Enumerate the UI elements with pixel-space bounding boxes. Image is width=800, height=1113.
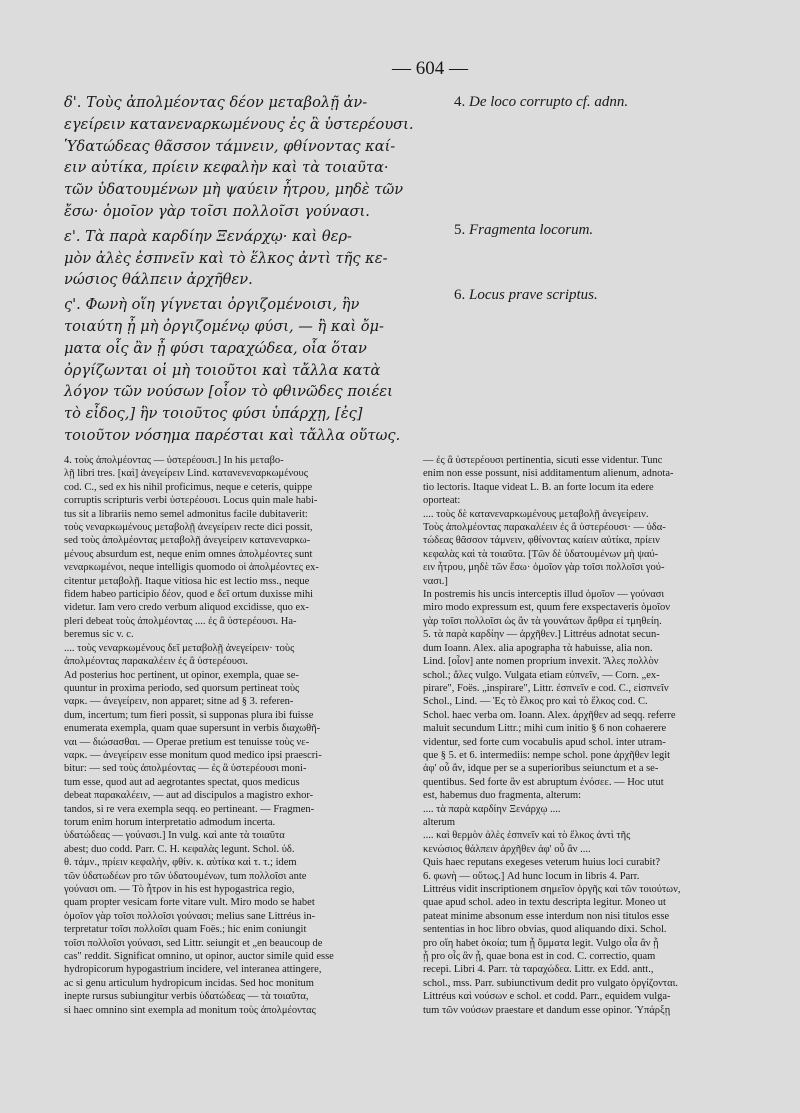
note-right-paragraph [423, 588, 748, 628]
note-left-line: terpretatur τοῖσι πολλοῖσι quam Foës.; hic enim coniungit [64, 924, 307, 936]
note-right-line: 6. φωνὴ — οὕτως.] Ad hunc locum in libris 4. Parr. [423, 870, 640, 882]
greek-line: τοιαύτη ᾖ μὴ ὀργιζομένῳ φύσι, — ἢ καὶ ὄμ- [64, 317, 384, 335]
note-right-line: Littréus καὶ νούσων e schol. et codd. Parr., equidem vulga- [423, 991, 671, 1003]
note-right-paragraph [423, 816, 748, 829]
note-left-paragraph [64, 669, 409, 830]
note-left-line: ναρκ. — ἀνεγείρειν esse monitum quod medico ipsi praescri- [64, 749, 322, 761]
note-left-line: corruptis scripturis verbi ὑστερέουσι. Locus quin male habi- [64, 495, 318, 507]
note-left-line: τοὺς νεναρκωμένους μεταβολῇ ἀνεγείρειν recte dici possit, [64, 522, 313, 534]
note-right-line: — ἐς ἃ ὑστερέουσι pertinentia, sicuti esse videntur. Tunc [423, 455, 663, 466]
heading-6: 6. Locus prave scriptus. [454, 287, 598, 303]
note-left-line: cod. C., sed ex his nihil proficimus, neque e ceteris, quippe [64, 481, 313, 493]
note-right-line: quae apud schol. adeo in textu descripta legitur. Moneo ut [423, 897, 666, 909]
note-left-line: Ad posterius hoc pertinent, ut opinor, exempla, quae se- [64, 669, 299, 681]
note-left-line: τοῖσι πολλοῖσι γούνασι, sed Littr. seiungit et „en beaucoup de [64, 937, 323, 949]
page-number: — 604 — [392, 58, 468, 79]
note-left-line: ὁμοῖον γὰρ τοῖσι πολλοῖσι γούνασι; melius sane Littréus in- [64, 910, 316, 922]
note-right-line: .... τοὺς δὲ κατανεναρκωμένους μεταβολῇ ἀνεγείρειν. [423, 508, 649, 520]
note-left-line: ac si genu articulum hydropicum incidas. Sed hoc monitum [64, 977, 314, 989]
note-right-line: quentibus. Sed forte ἂν est abruptum ἐνόσεε. — Hoc utut [423, 776, 664, 788]
note-left-line: tandos, si re vera exempla seqq. eo pertineant. — Fragmen- [64, 803, 315, 815]
note-right-line: Schol., Lind. — Ἐς τὸ ἕλκος pro καὶ τὸ ἕλκος cod. C. [423, 696, 648, 708]
greek-line: ὀργίζωνται οἱ μὴ τοιοῦτοι καὶ τἄλλα κατὰ [64, 361, 381, 379]
note-left-line: 4. τοὺς ἀπολμέοντας — ὑστερέουσι.] In his μεταβο- [64, 455, 284, 466]
greek-line: ε'. Τὰ παρὰ καρδίην Ξενάρχῳ· καὶ θερ- [64, 227, 352, 245]
greek-line: εγείρειν κατανεναρκωμένους ἐς ἃ ὑστερέουσι. [64, 115, 414, 133]
note-right-line: ᾗ pro οἷς ἂν ᾖ, quae bona est in cod. C. correctio, quam [423, 951, 656, 963]
note-left-line: γούνασι om. — Τὸ ἦτρον in his est hypogastrica regio, [64, 884, 295, 895]
greek-line: λόγον τῶν νούσων [οἷον τὸ φθινῶδες ποιέει [64, 383, 393, 401]
note-right-line: ἀφ' οὗ ἂν, idque per se a superioribus seiunctum et a se- [423, 763, 659, 775]
greek-line: τὸ εἶδος,] ἣν τοιοῦτος φύσι ὑπάρχῃ, [ἐς] [64, 405, 363, 423]
note-right-line: schol., mss. Parr. subiunctivum dedit pro vulgato ὀργίζονται. [423, 977, 679, 989]
note-left-line: debeat παρακαλέειν, — aut ad discipulos a magistro exhor- [64, 790, 314, 802]
note-right-line: alterum [423, 816, 456, 828]
note-right-line: κεφαλὰς καὶ τὰ τοιαῦτα. [Τῶν δὲ ὑδατουμένων μὴ ψαύ- [423, 548, 659, 560]
greek-line: δ'. Τοὺς ἀπολμέοντας δέον μεταβολῇ ἀν- [64, 94, 368, 111]
greek-line: ματα οἷς ἂν ᾖ φύσι ταραχώδεα, οἷα ὅταν [64, 339, 367, 357]
greek-line: ς'. Φωνὴ οἵη γίγνεται ὀργιζομένοισι, ἣν [64, 296, 360, 314]
note-right-line: ειν ἦτρου, μηδὲ τῶν ἔσω· ὁμοῖον γὰρ τοῖσι πολλοῖσι γού- [423, 562, 665, 574]
note-right-paragraph [423, 829, 748, 856]
heading-4: 4. De loco corrupto cf. adnn. [454, 94, 629, 110]
note-right-line: tio lectoris. Itaque videat L. B. an forte locum ita edere [423, 481, 654, 493]
note-right-paragraph [423, 454, 748, 508]
note-right-line: .... τὰ παρὰ καρδίην Ξενάρχῳ .... [423, 803, 561, 815]
greek-text-column [64, 92, 434, 450]
greek-line: ειν αὐτίκα, πρίειν κεφαλὴν καὶ τὰ τοιαῦτα· [64, 159, 389, 177]
note-left-line: τῶν ὑδατωδέων pro τῶν ὑδατουμένων, tum πολλοῖσι ante [64, 870, 307, 882]
note-left-line: fidem habeo participio δέον, quod e δεῖ ortum duxisse mihi [64, 589, 314, 601]
greek-line: Ὑδατώδεας θᾶσσον τάμνειν, φθίνοντας καί- [64, 137, 396, 155]
note-right-line: tum τῶν νούσων praestare et dandum esse opinor. Ὑπάρξῃ [423, 1004, 671, 1016]
note-right-paragraph [423, 870, 748, 1017]
note-right-line: videntur, sed forte cum vocabulis apud schol. inter utram- [423, 736, 666, 748]
note-left-line: inepte rursus subiungitur verbis ὑδατώδεας — τὰ τοιαῦτα, [64, 991, 309, 1003]
note-right-line: τώδεας θᾶσσον τάμνειν, φθίνοντας καίειν αὐτίκα, πρίειν [423, 535, 660, 547]
note-left-line: si haec omnino sint exempla ad monitum τοὺς ἀπολμέοντας [64, 1004, 316, 1016]
note-left-line: beremus sic v. c. [64, 629, 134, 641]
note-right-line: γὰρ τοῖσι πολλοῖσι ὡς ἂν τὰ γουνάτων ἄρθρα εἰ τμηθείη. [423, 615, 662, 627]
note-left-line: dum, incertum; tum fieri possit, si supponas plura ibi fuisse [64, 709, 314, 721]
note-left-paragraph [64, 642, 409, 669]
note-right-line: dum Ioann. Alex. alia apographa τὰ habuisse, alia non. [423, 642, 653, 654]
note-left-line: λῇ libri tres. [καὶ] ἀνεγείρειν Lind. κατανενεναρκωμένους [64, 468, 308, 480]
note-left-paragraph [64, 454, 409, 642]
note-right-line: sententias in hoc libro obvias, quod aliquando dixi. Schol. [423, 924, 667, 936]
note-left-line: abest; duo codd. Parr. C. H. κεφαλὰς legunt. Schol. ὑδ. [64, 843, 295, 855]
note-right-line: miro modo expressum est, quum fere exspectaveris ὁμοῖον [423, 602, 671, 614]
note-left-line: videtur. Iam vero credo verbum aliquod excidisse, quo ex- [64, 602, 309, 614]
note-right-paragraph [423, 508, 748, 588]
note-left-line: tus sit a librariis nemo semel admonitus facile dubitaverit: [64, 508, 308, 520]
note-left-line: pleri debeat τοὺς ἀπολμέοντας .... ἐς ἃ ὑστερέουσι. Ha- [64, 615, 297, 627]
heading-5: 5. Fragmenta locorum. [454, 222, 594, 238]
note-left-line: citentur μεταβολῇ. Itaque vitiosa hic est lectio mss., neque [64, 575, 310, 587]
greek-line: νώσιος θάλπειν ἀρχῆθεν. [64, 271, 253, 289]
note-left-line: tum esse, quod aut ad aegrotantes spectat, quos medicus [64, 776, 300, 788]
note-left-line: hydropicorum hypogastrium incidere, vel interanea attingere, [64, 964, 322, 976]
note-left-line: enumerata exempla, quam quae supersunt in verbis διαχωθῆ- [64, 723, 321, 735]
note-right-line: pro οἵη habet ὁκοία; tum ᾖ ὄμματα legit. Vulgo οἷα ἂν ᾖ [423, 937, 659, 949]
note-right-line: schol.; ἅλες vulgo. Vulgata etiam εὐπνεῖν, — Corn. „ex- [423, 669, 660, 681]
note-right-line: oporteat: [423, 495, 461, 507]
note-right-line: maluit secundum Littr.; mihi cum initio § 6 non cohaerere [423, 723, 667, 735]
note-left-line: νεναρκωμένοι, neque intelligis quomodo οἱ ἀπολμέοντες ex- [64, 562, 319, 574]
note-right-line: pirare", Foës. „inspirare", Littr. ἐσπνεῖν e cod. C., εἰσπνεῖν [423, 682, 669, 694]
footnotes-right-column [423, 454, 748, 1017]
note-right-paragraph [423, 803, 748, 816]
greek-paragraph [64, 92, 434, 223]
note-left-line: cas" reddit. Significat omnino, ut opinor, auctor simile quid esse [64, 951, 334, 963]
note-right-line: Littréus vidit inscriptionem σημεῖον ὀργῆς καὶ τῶν τοιούτων, [423, 884, 681, 895]
greek-line: τοιοῦτον νόσημα παρέσται καὶ τἄλλα οὕτως. [64, 426, 401, 444]
note-left-line: ναι — διώσασθαι. — Operae pretium est tenuisse τοὺς νε- [64, 736, 310, 748]
note-left-line: .... τοὺς νεναρκωμένους δεῖ μεταβολῇ ἀνεγείρειν· τοὺς [64, 642, 295, 654]
footnotes-left-column [64, 454, 409, 1017]
note-left-line: ἀπολμέοντας παρακαλέειν ἐς ἃ ὑστερέουσι. [64, 656, 249, 668]
greek-paragraph [64, 226, 434, 291]
note-right-line: enim non esse possunt, nisi additamentum alienum, adnota- [423, 468, 674, 480]
note-left-line: quam propter vesicam forte vitare vult. Miro modo se habet [64, 897, 315, 909]
note-left-line: ναρκ. — ἀνεγείρειν, non apparet; sitne ad § 3. referen- [64, 696, 294, 708]
note-left-line: quuntur in proxima periodo, sed quorsum pertineat τοὺς [64, 682, 300, 694]
note-right-line: In postremis his uncis interceptis illud ὁμοῖον — γούνασι [423, 589, 665, 601]
note-left-line: torum enim horum interpretatio admodum incerta. [64, 816, 276, 828]
note-right-paragraph [423, 628, 748, 802]
note-left-line: bitur: — sed τοὺς ἀπολμέοντας — ἐς ἃ ὑστερέουσι moni- [64, 763, 307, 775]
note-right-line: νασι.] [423, 575, 448, 587]
greek-line: μὸν ἀλὲς ἐσπνεῖν καὶ τὸ ἕλκος ἀντὶ τῆς κε- [64, 249, 388, 267]
note-left-line: ὑδατώδεας — γούνασι.] In vulg. καὶ ante τὰ τοιαῦτα [64, 830, 285, 842]
note-right-line: 5. τὰ παρὰ καρδίην — ἀρχῆθεν.] Littréus adnotat secun- [423, 629, 660, 641]
note-right-line: κενώσιος θάλπειν ἀρχῆθεν ἀφ' οὗ ἂν .... [423, 843, 591, 855]
greek-paragraph [64, 294, 434, 447]
note-right-line: .... καὶ θερμὸν ἀλὲς ἐσπνεῖν καὶ τὸ ἕλκος ἀντὶ τῆς [423, 830, 631, 842]
note-right-line: que § 5. et 6. intermediis: nempe schol. pone ἀρχῆθεν legit [423, 749, 671, 761]
note-left-line: θ. τάμν., πρίειν κεφαλὴν, φθίν. κ. αὐτίκα καὶ τ. τ.; idem [64, 857, 297, 869]
note-right-line: Schol. haec verba om. Ioann. Alex. ἀρχῆθεν ad seqq. referre [423, 709, 676, 721]
note-right-line: Quis haec reputans exegeses veterum huius loci curabit? [423, 857, 661, 869]
greek-line: τῶν ὑδατουμένων μὴ ψαύειν ἦτρου, μηδὲ τῶν [64, 181, 404, 199]
note-left-paragraph [64, 829, 409, 1017]
note-right-line: est, habemus duo fragmenta, alterum: [423, 790, 582, 802]
note-right-line: Τοὺς ἀπολμέοντας παρακαλέειν ἐς ἃ ὑστερέουσι· — ὑδα- [423, 522, 666, 534]
note-right-line: Lind. [οἷον] ante nomen proprium invexit. Ἅλες πολλὸν [423, 656, 659, 668]
note-left-line: sed τοὺς ἀπολμέοντας μεταβολῇ ἀνεγείρειν κατανεναρκω- [64, 535, 311, 547]
note-left-line: μένους absurdum est, neque enim omnes ἀπολμέοντες sunt [64, 548, 313, 560]
note-right-line: recepi. Libri 4. Parr. τὰ ταραχώδεα. Littr. ex Edd. antt., [423, 964, 654, 976]
note-right-line: pateat minime absonum esse interdum non nisi titulos esse [423, 910, 670, 922]
note-right-paragraph [423, 856, 748, 869]
greek-line: ἔσω· ὁμοῖον γὰρ τοῖσι πολλοῖσι γούνασι. [64, 202, 370, 220]
